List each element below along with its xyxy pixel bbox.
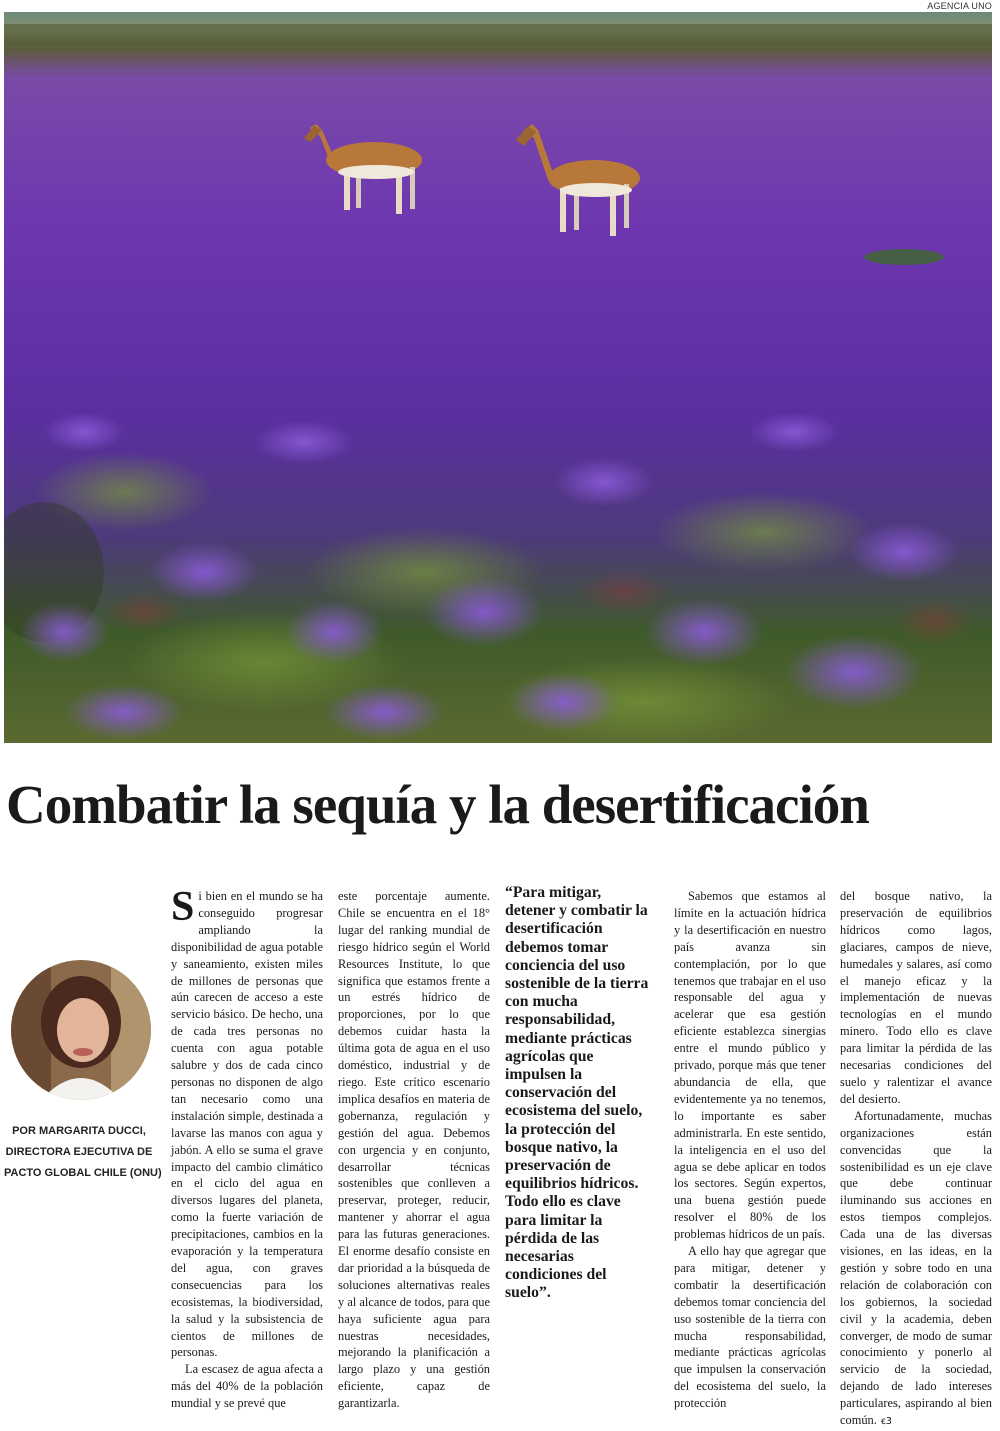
paragraph-text: i bien en el mundo se ha conseguido progresar ampliando la disponibilidad de agua potable y saneamiento, existen miles de millones de personas que aún carecen de acceso a este servicio básico. De hecho, una de cada tres personas no cuenta con agua potable salubre y dos de cada cinco personas no disponen de algo tan necesario como una instalación simple, destinada a lavarse las manos con agua y jabón. A ello se suma el grave impacto del cambio climático en el ciclo del agua en diversos lugares del planeta, como la fuerte variación de precipitaciones, cambios en la evaporación y la temperatura del agua, con graves consecuencias para los ecosistemas, la biodiversidad, la salud y la subsistencia de cientos de millones de personas. [171, 889, 323, 1360]
pull-quote: “Para mitigar, detener y combatir la desertificación debemos tomar conciencia del uso sostenible de la tierra con mucha responsabilidad, mediante prácticas agrícolas que impulsen la conservación del ecosistema del suelo, la protección del bosque nativo, la preservación de equilibrios hídricos. Todo ello es clave para limitar la pérdida de las necesarias condiciones del suelo”. [505, 884, 649, 1302]
paragraph: A ello hay que agregar que para mitigar, detener y combatir la desertificación debemos tomar conciencia del uso sostenible de la tierra con mucha responsabilidad, mediante prácticas agrícolas que impulsen la conservación del ecosistema del suelo, la protección [674, 1244, 826, 1411]
paragraph-text: Afortunadamente, muchas organizaciones están convencidas que la sostenibilidad es un eje clave que debe continuar iluminando sus acciones en estos tiempos complejos. Cada una de las diversas visiones, en las ideas, en la gestión y sobre todo en una relación de colaboración con los gobiernos, la sociedad civil y la academia, deben converger, de modo de sumar conocimiento y ponerlo al servicio de la sociedad, dejando de lado intereses particulares, aspirando al bien común. [840, 1108, 992, 1428]
paragraph [171, 884, 323, 1361]
paragraph: La escasez de agua afecta a más del 40% de la población mundial y se prevé que [171, 1362, 323, 1411]
guanacos-flower-field-photo [4, 12, 992, 743]
end-mark-icon: ꞓ3 [880, 1416, 892, 1428]
article-column-4 [674, 888, 826, 1412]
headline: Combatir la sequía y la desertificación [6, 774, 869, 835]
paragraph: del bosque nativo, la preservación de equilibrios hídricos como lagos, glaciares, campos de nieve, humedales y salares, así como el manejo eficaz y la implementación de nuevas tecnologías en el mundo minero. Todo ello es clave para limitar la pérdida de las necesarias condiciones del suelo y ralentizar el avance del desierto. [840, 889, 992, 1106]
byline-line-2: DIRECTORA EJECUTIVA DE [5, 1146, 153, 1158]
article-column-5 [840, 888, 992, 1431]
paragraph [840, 1108, 992, 1431]
byline [4, 1121, 162, 1184]
paragraph: este porcentaje aumente. Chile se encuentra en el 18° lugar del ranking mundial de riesgo hídrico según el World Resources Institute, lo que significa que estamos frente a un estrés hídrico de proporciones, por lo que debemos cuidar hasta la última gota de agua en el uso doméstico, industrial y de riego. Este crítico escenario implica desafíos en materia de gobernanza, regulación y gestión del agua. Debemos con urgencia y en conjunto, desarrollar técnicas sostenibles que conlleven a preservar, proteger, reducir, mantener y ahorrar el agua para las futuras generaciones. El enorme desafío consiste en dar prioridad a la búsqueda de soluciones alternativas reales y al alcance de todos, para que haya suficiente agua para nuestras necesidades, mejorando la planificación a largo plazo y una gestión eficiente, capaz de garantizarla. [338, 889, 490, 1411]
drop-cap: S [171, 884, 195, 930]
author-portrait-photo [11, 960, 151, 1100]
paragraph: Sabemos que estamos al límite en la actuación hídrica y la desertificación en nuestro país avanza sin contemplación, por lo que tenemos que trabajar en el uso responsable del agua y acelerar que esa gestión eficiente establezca sinergias entre el mundo público y privado, porque más que tener abundancia de ella, que evidentemente ya no tenemos, lo importante es saber administrarla. En este sentido, la inteligencia en el uso del agua se debe aplicar en todos los sectores. Según expertos, una buena gestión puede resolver el 80% de los problemas hídricos de un país. [674, 889, 826, 1242]
byline-line-1: POR MARGARITA DUCCI, [12, 1125, 146, 1137]
byline-line-3: PACTO GLOBAL CHILE (ONU) [4, 1167, 162, 1179]
photo-credit: AGENCIA UNO [927, 1, 992, 11]
article-column-1 [171, 884, 323, 1412]
article-column-2 [338, 888, 490, 1412]
